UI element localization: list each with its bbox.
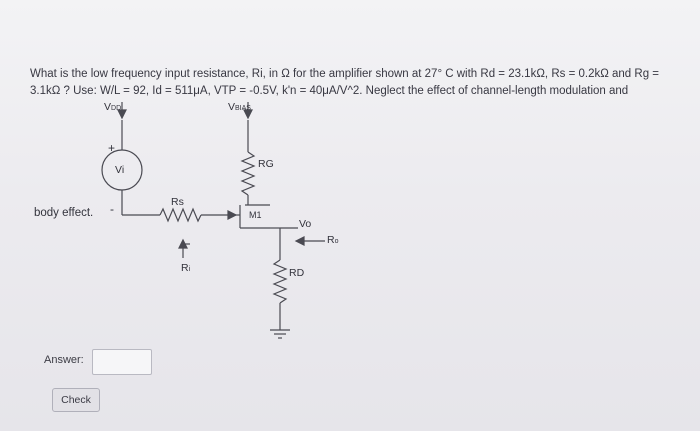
ro-arrow-head	[296, 237, 304, 245]
question-line-1: What is the low frequency input resistance, Ri, in Ω for the amplifier shown at 27° C with Rd = 23.1kΩ, Rs = 0.2kΩ and Rg =	[30, 68, 660, 80]
rs-resistor	[160, 209, 201, 221]
vi-label: Vi	[115, 164, 125, 176]
m1-source-arrow	[228, 211, 236, 219]
vbias-label: VBIAS	[228, 101, 251, 113]
ro-label: Ro	[327, 234, 339, 246]
answer-label: Answer:	[44, 354, 84, 366]
check-button[interactable]: Check	[52, 388, 100, 412]
rs-label: Rs	[171, 196, 184, 208]
vdd-label: VDD	[104, 101, 122, 113]
rg-label: RG	[258, 158, 274, 170]
vo-label: Vo	[299, 218, 312, 230]
rg-resistor	[242, 152, 254, 195]
answer-input[interactable]	[92, 349, 152, 375]
question-line-3: body effect.	[34, 207, 94, 219]
rd-resistor	[274, 260, 286, 303]
plus-sign: +	[108, 141, 116, 155]
rd-label: RD	[289, 267, 305, 279]
ri-label: Ri	[181, 262, 191, 274]
m1-label: M1	[249, 210, 262, 220]
question-line-2: 3.1kΩ ? Use: W/L = 92, Id = 511μA, VTP = -0.5V, k'n = 40μA/V^2. Neglect the effect of channel-length modulation and	[30, 85, 629, 97]
minus-sign: -	[110, 202, 114, 216]
